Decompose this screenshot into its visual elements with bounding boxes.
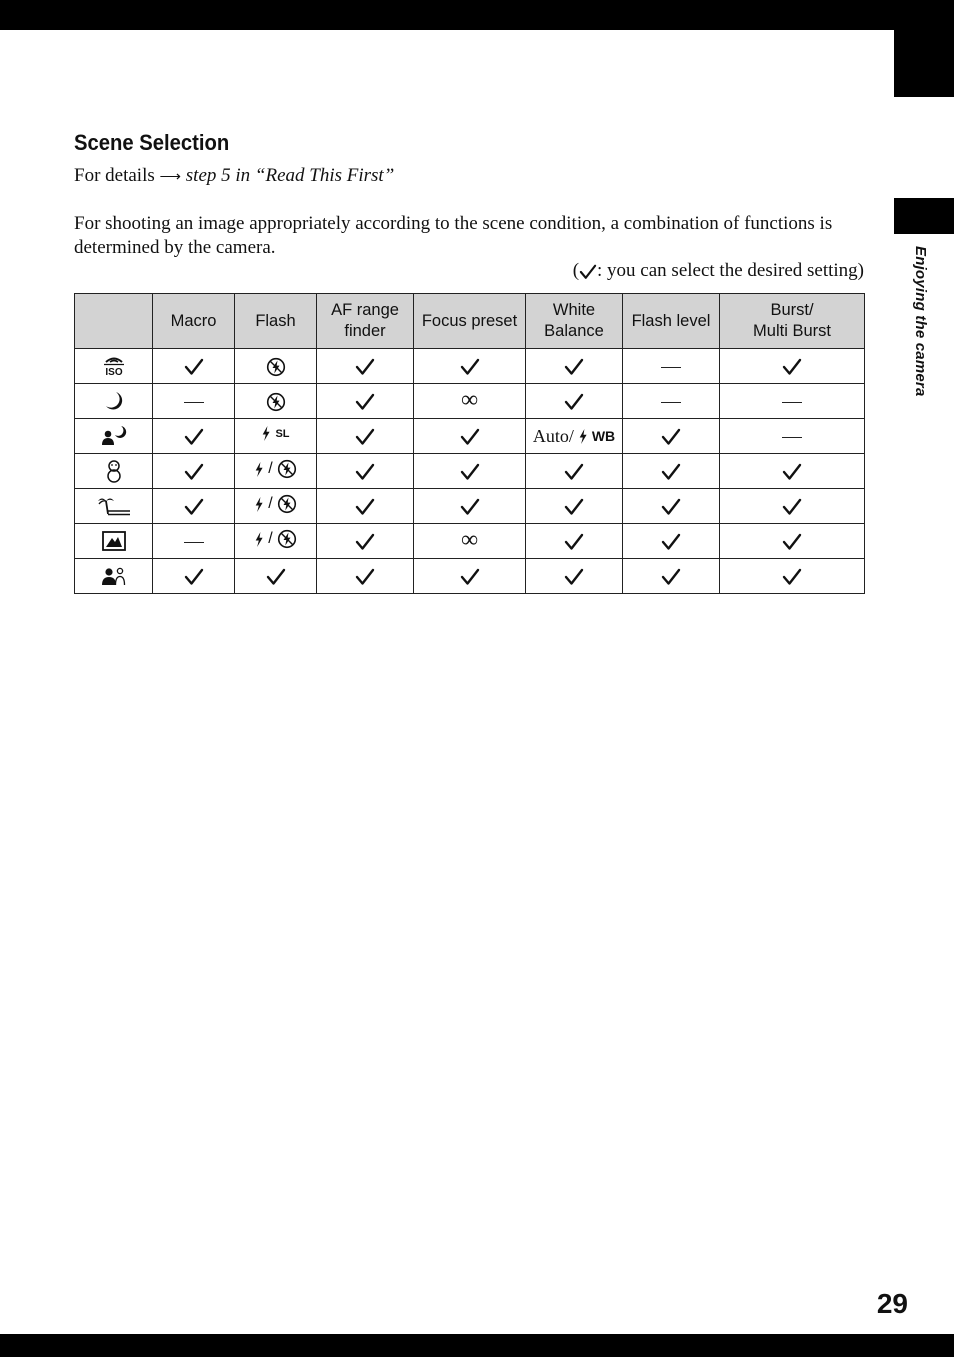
check-icon bbox=[661, 428, 681, 446]
wb-cell bbox=[526, 349, 623, 384]
flash-cell bbox=[235, 489, 317, 524]
macro-cell bbox=[153, 349, 235, 384]
arrow-right-icon: ⟶ bbox=[159, 169, 182, 185]
focus-cell bbox=[414, 489, 526, 524]
infinity-symbol: ∞ bbox=[460, 387, 479, 413]
table-header-row bbox=[75, 294, 865, 349]
auto-flash-wb bbox=[533, 426, 615, 447]
check-icon bbox=[564, 498, 584, 516]
flash-icon bbox=[254, 496, 264, 513]
section-tab-top bbox=[894, 30, 954, 97]
wb-cell bbox=[526, 559, 623, 594]
check-icon bbox=[782, 463, 802, 481]
macro-cell bbox=[153, 419, 235, 454]
flash-level-cell bbox=[623, 419, 720, 454]
header-white-balance: White Balance bbox=[526, 294, 623, 349]
check-icon bbox=[184, 498, 204, 516]
check-icon bbox=[184, 568, 204, 586]
table-row bbox=[75, 524, 865, 559]
slash-separator: / bbox=[268, 495, 273, 513]
landscape-icon bbox=[101, 530, 127, 552]
wb-label: WB bbox=[591, 428, 616, 444]
flash-level-cell bbox=[623, 559, 720, 594]
check-icon bbox=[460, 568, 480, 586]
header-scene bbox=[75, 294, 153, 349]
beach-icon bbox=[96, 495, 132, 517]
check-icon bbox=[564, 568, 584, 586]
burst-cell bbox=[720, 559, 865, 594]
check-icon bbox=[184, 428, 204, 446]
header-af-range-finder: AF range finder bbox=[317, 294, 414, 349]
check-icon bbox=[184, 463, 204, 481]
flash-off-icon bbox=[266, 392, 286, 412]
focus-cell bbox=[414, 559, 526, 594]
page-title: Scene Selection bbox=[74, 130, 230, 155]
flash-level-cell bbox=[623, 384, 720, 419]
focus-cell bbox=[414, 384, 526, 419]
dash-mark bbox=[661, 402, 681, 403]
check-icon bbox=[184, 358, 204, 376]
check-icon bbox=[460, 498, 480, 516]
check-icon bbox=[661, 568, 681, 586]
side-section-label: Enjoying the camera bbox=[912, 246, 929, 397]
wb-cell bbox=[526, 384, 623, 419]
flash-off-icon bbox=[266, 357, 286, 377]
check-icon bbox=[355, 358, 375, 376]
scene-cell bbox=[75, 349, 153, 384]
af-cell bbox=[317, 454, 414, 489]
macro-cell bbox=[153, 489, 235, 524]
check-icon bbox=[355, 533, 375, 551]
wb-cell bbox=[526, 419, 623, 454]
legend-open: ( bbox=[572, 260, 580, 281]
af-cell bbox=[317, 524, 414, 559]
header-macro: Macro bbox=[153, 294, 235, 349]
dash-mark bbox=[782, 402, 802, 403]
section-tab-current bbox=[894, 198, 954, 234]
table-row bbox=[75, 454, 865, 489]
burst-cell bbox=[720, 454, 865, 489]
focus-cell bbox=[414, 454, 526, 489]
flash-icon bbox=[254, 461, 264, 478]
flash-cell bbox=[235, 419, 317, 454]
scene-cell bbox=[75, 524, 153, 559]
bottom-bar bbox=[0, 1334, 954, 1357]
check-icon bbox=[564, 533, 584, 551]
check-icon bbox=[782, 358, 802, 376]
macro-cell bbox=[153, 454, 235, 489]
twilight-portrait-icon bbox=[100, 425, 128, 447]
table-row bbox=[75, 489, 865, 524]
scene-selection-table bbox=[74, 293, 865, 594]
af-cell bbox=[317, 384, 414, 419]
macro-cell bbox=[153, 384, 235, 419]
forced-or-off-flash bbox=[254, 459, 296, 479]
check-icon bbox=[782, 533, 802, 551]
check-icon bbox=[564, 358, 584, 376]
focus-cell bbox=[414, 524, 526, 559]
twilight-icon bbox=[103, 390, 125, 412]
auto-label: Auto/ bbox=[532, 425, 574, 446]
check-icon bbox=[661, 533, 681, 551]
check-icon bbox=[460, 428, 480, 446]
check-icon bbox=[782, 498, 802, 516]
table-row bbox=[75, 419, 865, 454]
flash-off-icon bbox=[277, 459, 297, 479]
table-row bbox=[75, 559, 865, 594]
burst-cell bbox=[720, 489, 865, 524]
flash-icon bbox=[261, 425, 271, 442]
flash-level-cell bbox=[623, 454, 720, 489]
burst-cell bbox=[720, 349, 865, 384]
header-flash-level: Flash level bbox=[623, 294, 720, 349]
flash-level-cell bbox=[623, 349, 720, 384]
check-icon bbox=[355, 498, 375, 516]
top-bar bbox=[0, 0, 954, 30]
af-cell bbox=[317, 419, 414, 454]
flash-cell bbox=[235, 524, 317, 559]
wb-cell bbox=[526, 454, 623, 489]
soft-snap-icon bbox=[101, 565, 127, 587]
scene-cell bbox=[75, 384, 153, 419]
infinity-symbol: ∞ bbox=[460, 527, 479, 553]
check-icon bbox=[355, 568, 375, 586]
check-icon bbox=[661, 463, 681, 481]
flash-icon bbox=[578, 428, 588, 445]
check-icon bbox=[355, 428, 375, 446]
slash-separator: / bbox=[268, 530, 273, 548]
header-focus-preset: Focus preset bbox=[414, 294, 526, 349]
flash-cell bbox=[235, 454, 317, 489]
flash-cell bbox=[235, 349, 317, 384]
check-icon bbox=[579, 264, 597, 280]
burst-cell bbox=[720, 419, 865, 454]
dash-mark bbox=[661, 367, 681, 368]
header-burst: Burst/ Multi Burst bbox=[720, 294, 865, 349]
check-icon bbox=[266, 568, 286, 586]
header-flash: Flash bbox=[235, 294, 317, 349]
legend-note bbox=[573, 260, 864, 282]
flash-cell bbox=[235, 384, 317, 419]
check-icon bbox=[564, 393, 584, 411]
scene-cell bbox=[75, 489, 153, 524]
intro-paragraph: For shooting an image appropriately according to the scene condition, a combination of functions is determined by the camera. bbox=[74, 213, 833, 258]
check-icon bbox=[460, 358, 480, 376]
af-cell bbox=[317, 349, 414, 384]
table-row bbox=[75, 384, 865, 419]
page-number: 29 bbox=[876, 1288, 908, 1319]
focus-cell bbox=[414, 349, 526, 384]
scene-cell bbox=[75, 419, 153, 454]
wb-cell bbox=[526, 524, 623, 559]
flash-icon bbox=[254, 531, 264, 548]
af-cell bbox=[317, 489, 414, 524]
slow-sync-label: SL bbox=[275, 427, 290, 440]
details-link[interactable]: step 5 in “Read This First” bbox=[185, 165, 395, 186]
flash-cell bbox=[235, 559, 317, 594]
dash-mark bbox=[184, 402, 204, 403]
check-icon bbox=[355, 393, 375, 411]
snow-icon bbox=[103, 459, 125, 483]
details-reference bbox=[74, 165, 394, 187]
scene-cell bbox=[75, 454, 153, 489]
macro-cell bbox=[153, 559, 235, 594]
af-cell bbox=[317, 559, 414, 594]
burst-cell bbox=[720, 524, 865, 559]
burst-cell bbox=[720, 384, 865, 419]
dash-mark bbox=[782, 437, 802, 438]
flash-level-cell bbox=[623, 524, 720, 559]
svg-text:ISO: ISO bbox=[104, 367, 123, 378]
scene-cell bbox=[75, 559, 153, 594]
forced-or-off-flash bbox=[254, 494, 296, 514]
check-icon bbox=[661, 498, 681, 516]
wb-cell bbox=[526, 489, 623, 524]
flash-off-icon bbox=[277, 529, 297, 549]
forced-or-off-flash bbox=[254, 529, 296, 549]
macro-cell bbox=[153, 524, 235, 559]
check-icon bbox=[460, 463, 480, 481]
table-row bbox=[75, 349, 865, 384]
check-icon bbox=[564, 463, 584, 481]
legend-text: : you can select the desired setting) bbox=[597, 260, 864, 281]
flash-off-icon bbox=[277, 494, 297, 514]
check-icon bbox=[355, 463, 375, 481]
slash-separator: / bbox=[268, 460, 273, 478]
dash-mark bbox=[184, 542, 204, 543]
flash-level-cell bbox=[623, 489, 720, 524]
focus-cell bbox=[414, 419, 526, 454]
slow-sync-flash bbox=[261, 425, 289, 442]
details-prefix: For details bbox=[74, 165, 155, 186]
high-sensitivity-icon bbox=[101, 355, 127, 377]
check-icon bbox=[782, 568, 802, 586]
